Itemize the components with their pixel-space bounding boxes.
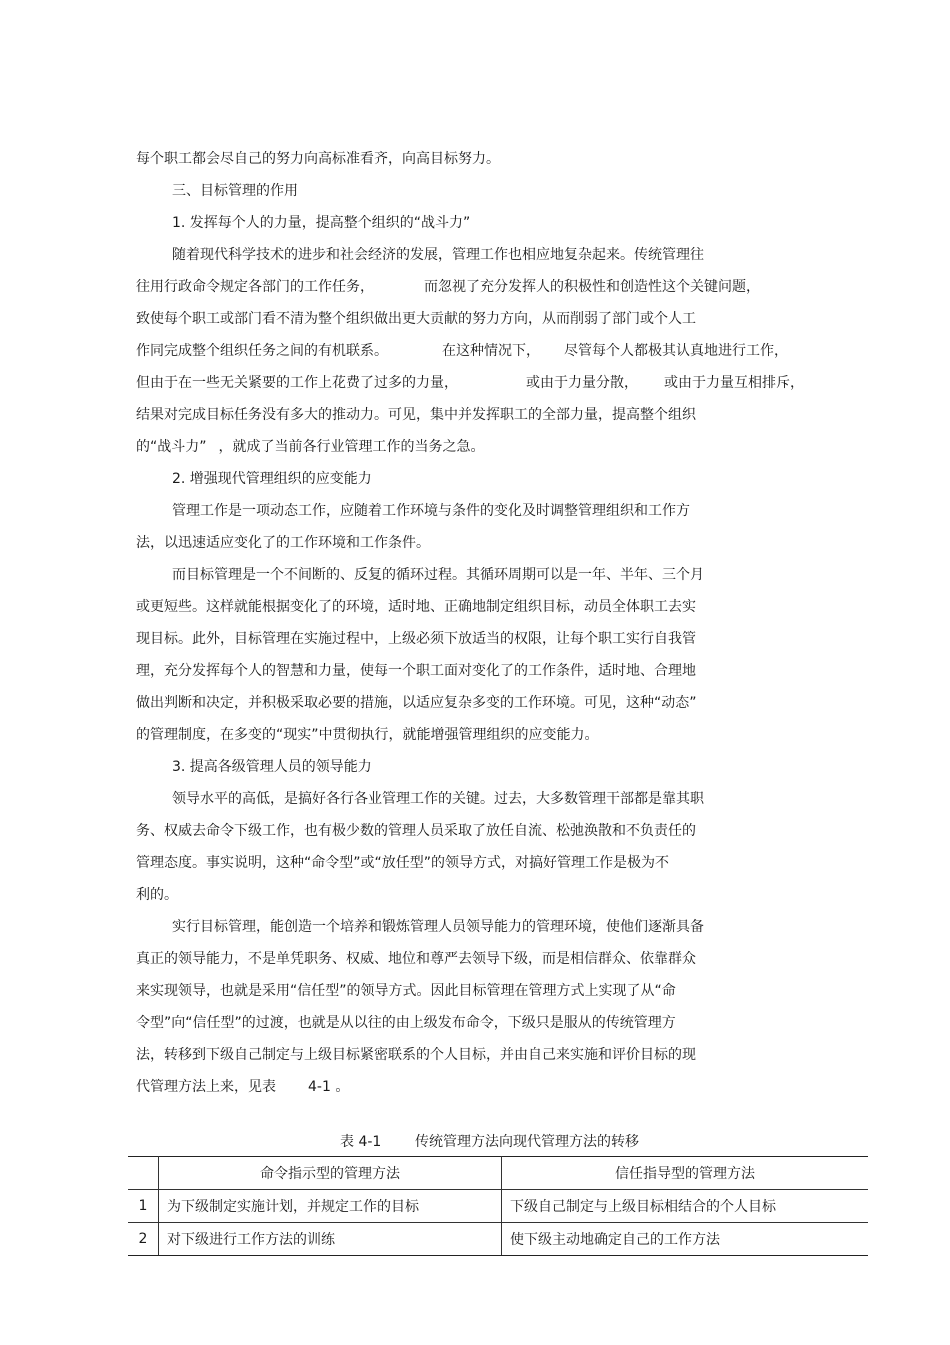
text-line: 领导水平的高低，是搞好各行各业管理工作的关键。过去，大多数管理干部都是靠其职 [172,791,704,807]
table-cell: 使下级主动地确定自己的工作方法 [502,1223,869,1256]
section-heading: 三、目标管理的作用 [172,183,298,199]
text-line: 务、权威去命令下级工作，也有极少数的管理人员采取了放任自流、松弛涣散和不负责任的 [136,823,696,839]
text-line: 真正的领导能力，不是单凭职务、权威、地位和尊严去领导下级，而是相信群众、依靠群众 [136,951,696,967]
subsection-heading: 2. 增强现代管理组织的应变能力 [172,471,372,487]
text-line: 来实现领导，也就是采用“信任型”的领导方式。因此目标管理在管理方式上实现了从“命 [136,983,676,999]
table-row [128,1190,868,1223]
management-methods-table [128,1156,868,1256]
text-line: 法，转移到下级自己制定与上级目标紧密联系的个人目标，并由自己来实施和评价目标的现 [136,1047,696,1063]
header-cell-index [128,1157,159,1190]
text-line: 现目标。此外，目标管理在实施过程中，上级必须下放适当的权限，让每个职工实行自我管 [136,631,696,647]
row-number: 2 [128,1223,159,1256]
text-line: 实行目标管理，能创造一个培养和锻炼管理人员领导能力的管理环境，使他们逐渐具备 [172,919,704,935]
table-number: 表 4-1 [340,1134,382,1150]
text-line: 每个职工都会尽自己的努力向高标准看齐，向高目标努力。 [136,151,500,167]
text-line: 法，以迅速适应变化了的工作环境和工作条件。 [136,535,430,551]
text-line: 利的。 [136,887,178,903]
text-line: 管理态度。事实说明，这种“命令型”或“放任型”的领导方式，对搞好管理工作是极为不 [136,855,670,871]
table-title: 传统管理方法向现代管理方法的转移 [415,1134,639,1150]
text-line: 致使每个职工或部门看不清为整个组织做出更大贡献的努力方向，从而削弱了部门或个人工 [136,311,696,327]
text-line: 作同完成整个组织任务之间的有机联系。 在这种情况下， 尽管每个人都极其认真地进行工作， [136,343,788,359]
subsection-heading: 3. 提高各级管理人员的领导能力 [172,759,372,775]
table-row [128,1223,868,1256]
text-line: 或更短些。这样就能根据变化了的环境，适时地、正确地制定组织目标，动员全体职工去实 [136,599,696,615]
text-line: 管理工作是一项动态工作，应随着工作环境与条件的变化及时调整管理组织和工作方 [172,503,690,519]
text-line: 而目标管理是一个不间断的、反复的循环过程。其循环周期可以是一年、半年、三个月 [172,567,704,583]
text-line: 的“战斗力” ，就成了当前各行业管理工作的当务之急。 [136,439,485,455]
text-line: 做出判断和决定，并积极采取必要的措施，以适应复杂多变的工作环境。可见，这种“动态” [136,695,697,711]
text-line: 结果对完成目标任务没有多大的推动力。可见，集中并发挥职工的全部力量，提高整个组织 [136,407,696,423]
header-cell-command: 命令指示型的管理方法 [159,1157,502,1190]
table-cell: 对下级进行工作方法的训练 [159,1223,502,1256]
text-line: 的管理制度，在多变的“现实”中贯彻执行，就能增强管理组织的应变能力。 [136,727,599,743]
text-line: 理，充分发挥每个人的智慧和力量，使每一个职工面对变化了的工作条件，适时地、合理地 [136,663,696,679]
subsection-heading: 1. 发挥每个人的力量，提高整个组织的“战斗力” [172,215,471,231]
table-cell: 为下级制定实施计划，并规定工作的目标 [159,1190,502,1223]
table-cell: 下级自己制定与上级目标相结合的个人目标 [502,1190,869,1223]
text-line: 令型”向“信任型”的过渡，也就是从以往的由上级发布命令，下级只是服从的传统管理方 [136,1015,676,1031]
row-number: 1 [128,1190,159,1223]
table-caption [340,1133,639,1151]
table-header-row [128,1157,868,1190]
text-line: 往用行政命令规定各部门的工作任务， 而忽视了充分发挥人的积极性和创造性这个关键问题， [136,279,760,295]
text-line: 代管理方法上来，见表 4-1 。 [136,1079,350,1095]
text-line: 随着现代科学技术的进步和社会经济的发展，管理工作也相应地复杂起来。传统管理往 [172,247,704,263]
text-line: 但由于在一些无关紧要的工作上花费了过多的力量， 或由于力量分散， 或由于力量互相排斥， [136,375,804,391]
header-cell-trust: 信任指导型的管理方法 [502,1157,869,1190]
